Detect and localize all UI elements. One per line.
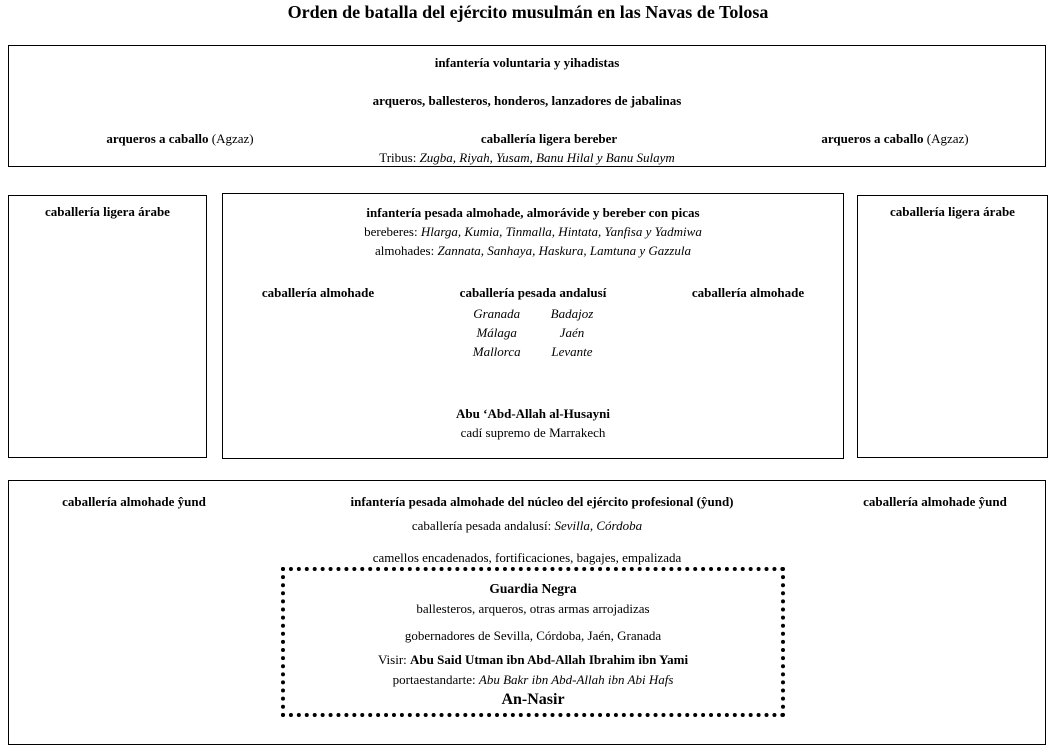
governors-line: gobernadores de Sevilla, Córdoba, Jaén, Granada <box>404 628 662 643</box>
camp-defenses-line: camellos encadenados, fortificaciones, bagajes, empalizada <box>372 550 682 565</box>
vizier-line <box>285 652 781 668</box>
almohad-tribes-line <box>223 243 843 259</box>
standard-bearer-line <box>285 672 781 688</box>
city: Badajoz <box>550 306 594 321</box>
almohad-names: Zannata, Sanhaya, Haskura, Lamtuna y Gazzula <box>437 243 691 258</box>
standard-bearer-label: portaestandarte: <box>392 672 476 687</box>
rear-left-flank-label: caballería almohade ŷund <box>62 494 206 509</box>
rear-andalusi-cities: Sevilla, Córdoba <box>554 518 643 533</box>
berber-label: bereberes: <box>364 224 418 239</box>
cavalry-center-label: caballería pesada andalusí <box>459 285 607 300</box>
caliph-name: An-Nasir <box>501 691 565 708</box>
andalusi-cities-column-1 <box>473 304 521 361</box>
vanguard-right-flank <box>745 131 1045 147</box>
rear-box <box>8 480 1046 745</box>
berber-names: Hlarga, Kumia, Tinmalla, Hintata, Yanfisa y Yadmiwa <box>420 224 702 239</box>
vanguard-tribes-line <box>9 150 1045 166</box>
vanguard-line-missile-troops: arqueros, ballesteros, honderos, lanzadores de jabalinas <box>372 93 682 108</box>
city: Granada <box>473 306 521 321</box>
tribes-label: Tribus: <box>379 150 417 165</box>
middle-left-flank-label: caballería ligera árabe <box>45 204 170 219</box>
middle-center-box <box>222 193 844 459</box>
rear-andalusi-label: caballería pesada andalusí: <box>411 518 552 533</box>
vanguard-left-flank <box>9 131 351 147</box>
center-commander-title: cadí supremo de Marrakech <box>460 425 606 440</box>
vizier-name: Abu Said Utman ibn Abd-Allah Ibrahim ibn Yami <box>410 652 689 667</box>
black-guard-title: Guardia Negra <box>489 581 577 596</box>
andalusi-cities-column-2 <box>551 304 594 361</box>
cavalry-left-label: caballería almohade <box>261 285 375 300</box>
vanguard-right-flank-note: (Agzaz) <box>926 131 969 146</box>
black-guard-box <box>281 567 785 717</box>
cavalry-right-label: caballería almohade <box>691 285 805 300</box>
vanguard-left-flank-label: arqueros a caballo <box>106 131 209 146</box>
vanguard-box <box>8 45 1046 167</box>
middle-right-flank-box <box>857 195 1048 458</box>
berber-tribes-line <box>223 224 843 240</box>
vizier-label: Visir: <box>377 652 407 667</box>
rear-heading: infantería pesada almohade del núcleo del ejército profesional (ŷund) <box>350 494 734 509</box>
vanguard-left-flank-note: (Agzaz) <box>211 131 254 146</box>
almohad-label: almohades: <box>375 243 435 258</box>
black-guard-troops-line: ballesteros, arqueros, otras armas arrojadizas <box>416 601 650 616</box>
city: Málaga <box>476 325 517 340</box>
vanguard-line-volunteers: infantería voluntaria y yihadistas <box>434 55 620 70</box>
heavy-infantry-heading: infantería pesada almohade, almorávide y bereber con picas <box>366 205 700 220</box>
page-title: Orden de batalla del ejército musulmán en las Navas de Tolosa <box>287 2 769 22</box>
andalusi-cities <box>223 304 843 361</box>
vanguard-center-label: caballería ligera bereber <box>480 131 618 146</box>
city: Levante <box>551 344 593 359</box>
standard-bearer-name: Abu Bakr ibn Abd-Allah ibn Abi Hafs <box>478 672 674 687</box>
middle-left-flank-box <box>8 195 207 458</box>
rear-right-flank-label: caballería almohade ŷund <box>863 494 1007 509</box>
city: Jaén <box>559 325 585 340</box>
vanguard-right-flank-label: arqueros a caballo <box>821 131 924 146</box>
center-commander-name: Abu ‘Abd-Allah al-Husayni <box>456 406 610 421</box>
city: Mallorca <box>472 344 521 359</box>
rear-andalusi-cavalry-line <box>9 518 1045 534</box>
tribes-names: Zugba, Riyah, Yusam, Banu Hilal y Banu Sulaym <box>419 150 675 165</box>
middle-right-flank-label: caballería ligera árabe <box>890 204 1015 219</box>
